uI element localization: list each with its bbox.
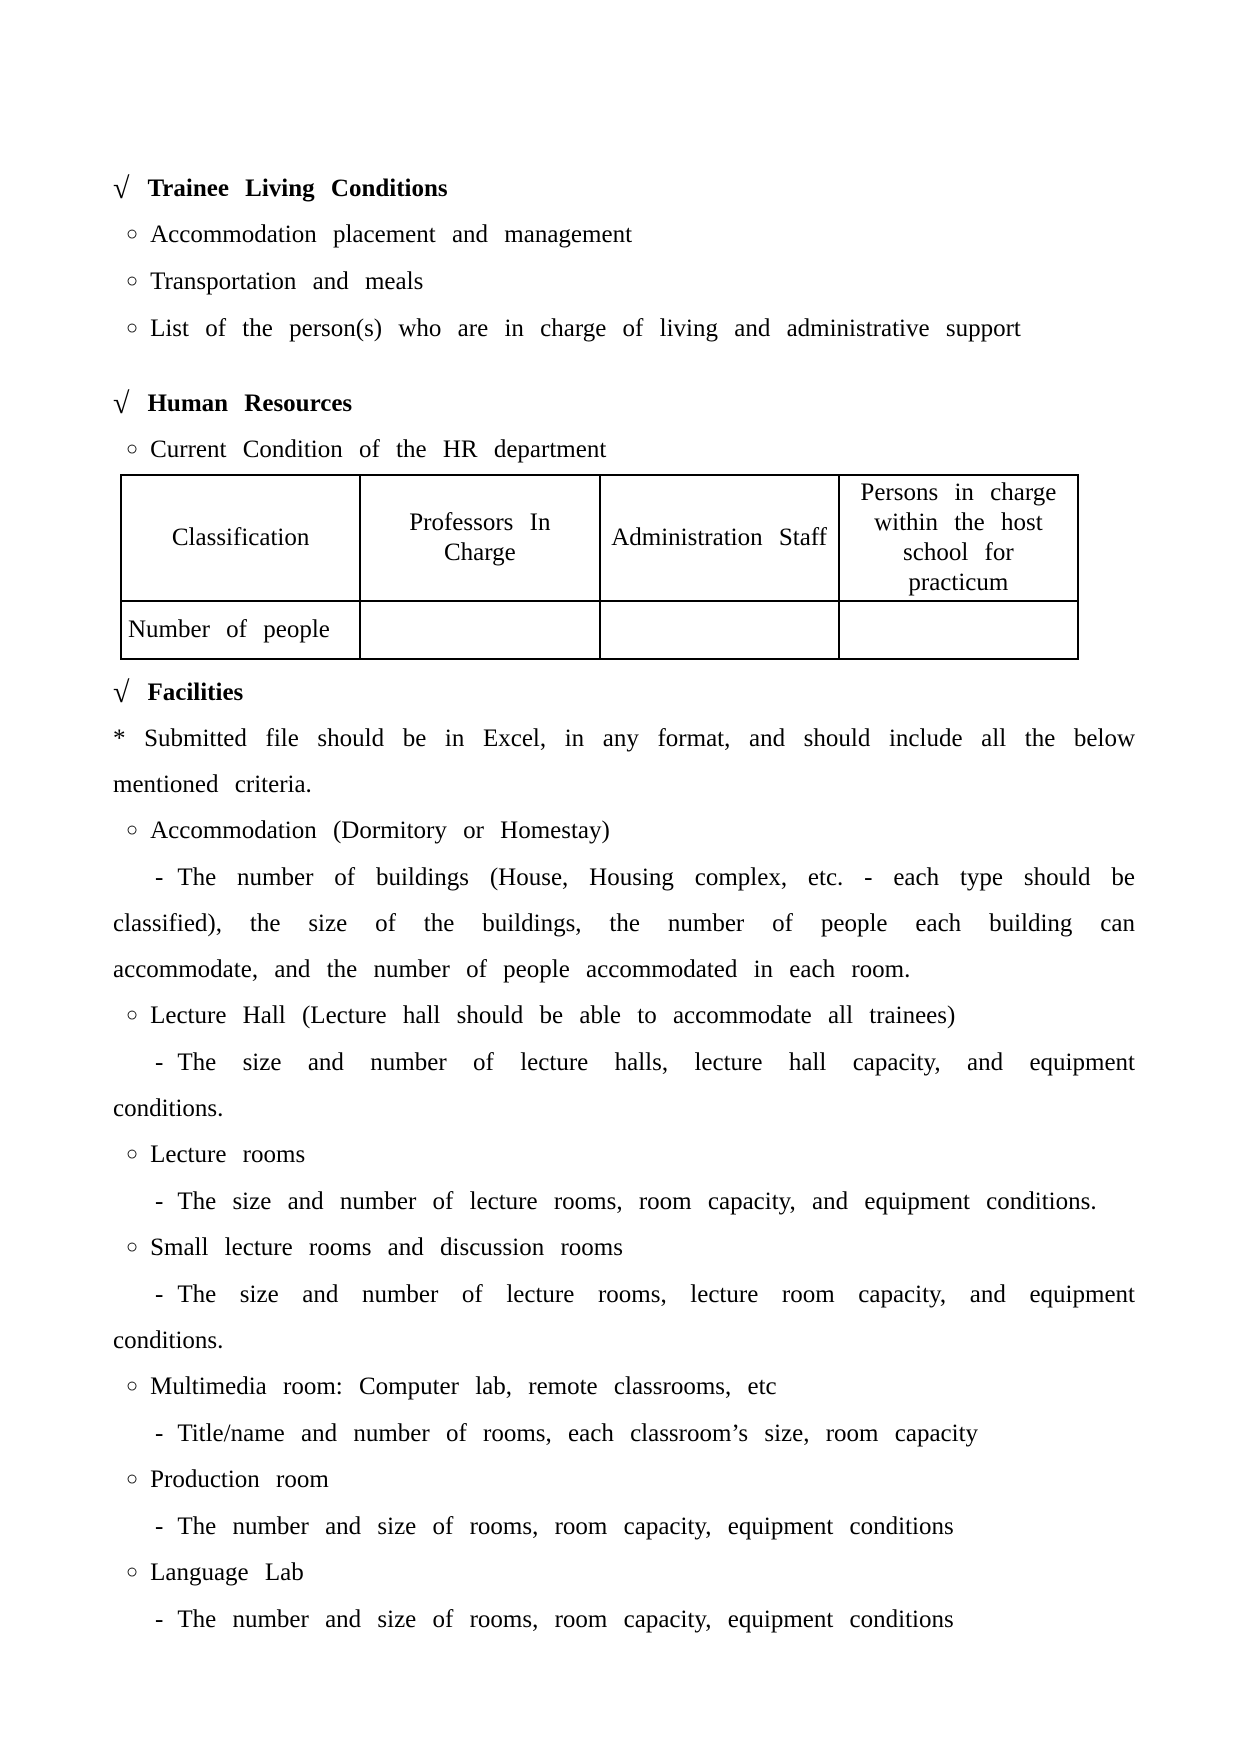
- list-item-text: Lecture Hall (Lecture hall should be able to accommodate all trainees): [150, 1002, 956, 1029]
- hr-table-header-row: [121, 475, 1078, 601]
- list-item: [113, 1364, 1135, 1411]
- circle-bullet-icon: ○: [126, 438, 139, 460]
- circle-bullet-icon: ○: [126, 1143, 139, 1165]
- list-item-text: Accommodation (Dormitory or Homestay): [150, 817, 610, 844]
- dash-bullet-icon: -: [155, 1420, 164, 1447]
- section-trainee-living-conditions: [113, 166, 1135, 353]
- detail-item: [113, 1179, 1135, 1225]
- circle-bullet-icon: ○: [126, 819, 139, 841]
- facilities-heading-label: Facilities: [147, 679, 244, 706]
- list-item-text: Multimedia room: Computer lab, remote classrooms, etc: [150, 1373, 777, 1400]
- trainee-section-heading: [113, 166, 1135, 212]
- dash-bullet-icon: -: [155, 1513, 164, 1540]
- hr-table-header-persons-in-charge: Persons in charge within the host school for practicum: [839, 475, 1078, 601]
- hr-table-header-admin-staff: Administration Staff: [600, 475, 839, 601]
- hr-table: [120, 474, 1079, 660]
- detail-item: [113, 1411, 1135, 1457]
- list-item: [113, 1132, 1135, 1179]
- circle-bullet-icon: ○: [126, 1561, 139, 1583]
- circle-bullet-icon: ○: [126, 270, 139, 292]
- hr-heading-label: Human Resources: [147, 390, 353, 417]
- section-facilities: [113, 670, 1135, 1643]
- detail-item-text: The number and size of rooms, room capacity, equipment conditions: [177, 1513, 954, 1540]
- circle-bullet-icon: ○: [126, 317, 139, 339]
- list-item: [113, 306, 1135, 353]
- list-item-text: Transportation and meals: [150, 268, 424, 295]
- detail-item: [113, 1504, 1135, 1550]
- list-item: [113, 808, 1135, 855]
- detail-item-text: The size and number of lecture rooms, lecture room capacity, and equipment conditions.: [113, 1281, 1135, 1354]
- list-item-text: Current Condition of the HR department: [150, 436, 607, 463]
- list-item: [113, 212, 1135, 259]
- detail-item-text: The number and size of rooms, room capacity, equipment conditions: [177, 1606, 954, 1633]
- detail-item: [113, 1040, 1135, 1132]
- hr-section-heading: [113, 381, 1135, 427]
- check-mark-icon: √: [113, 387, 130, 420]
- hr-table-row-label: Number of people: [121, 601, 360, 659]
- detail-item: [113, 1272, 1135, 1364]
- dash-bullet-icon: -: [155, 864, 164, 891]
- list-item-text: Accommodation placement and management: [150, 221, 633, 248]
- dash-bullet-icon: -: [155, 1281, 164, 1308]
- hr-table-empty-cell: [360, 601, 599, 659]
- check-mark-icon: √: [113, 676, 130, 709]
- detail-item-text: Title/name and number of rooms, each classroom’s size, room capacity: [177, 1420, 979, 1447]
- list-item: [113, 1225, 1135, 1272]
- list-item: [113, 1550, 1135, 1597]
- circle-bullet-icon: ○: [126, 1375, 139, 1397]
- detail-item: [113, 1597, 1135, 1643]
- check-mark-icon: √: [113, 172, 130, 205]
- hr-table-empty-cell: [600, 601, 839, 659]
- facilities-section-heading: [113, 670, 1135, 716]
- detail-item-text: The number of buildings (House, Housing complex, etc. - each type should be classified), the size of the buildings, the number of people each building can accommodate, and the number of people accommodated in each room.: [113, 864, 1135, 983]
- list-item: [113, 427, 1135, 474]
- hr-table-data-row: [121, 601, 1078, 659]
- hr-table-header-classification: Classification: [121, 475, 360, 601]
- list-item-text: Lecture rooms: [150, 1141, 306, 1168]
- dash-bullet-icon: -: [155, 1606, 164, 1633]
- detail-item: [113, 855, 1135, 993]
- circle-bullet-icon: ○: [126, 1236, 139, 1258]
- list-item-text: Production room: [150, 1466, 329, 1493]
- detail-item-text: The size and number of lecture rooms, room capacity, and equipment conditions.: [177, 1188, 1097, 1215]
- list-item: [113, 1457, 1135, 1504]
- circle-bullet-icon: ○: [126, 1468, 139, 1490]
- circle-bullet-icon: ○: [126, 223, 139, 245]
- hr-table-empty-cell: [839, 601, 1078, 659]
- list-item-text: Small lecture rooms and discussion rooms: [150, 1234, 623, 1261]
- dash-bullet-icon: -: [155, 1188, 164, 1215]
- trainee-heading-label: Trainee Living Conditions: [147, 175, 448, 202]
- section-human-resources: [113, 381, 1135, 660]
- facilities-note: * Submitted file should be in Excel, in any format, and should include all the below mentioned criteria.: [113, 725, 1135, 798]
- detail-item-text: The size and number of lecture halls, lecture hall capacity, and equipment conditions.: [113, 1049, 1135, 1122]
- circle-bullet-icon: ○: [126, 1004, 139, 1026]
- hr-table-header-professors: Professors In Charge: [360, 475, 599, 601]
- list-item-text: Language Lab: [150, 1559, 304, 1586]
- dash-bullet-icon: -: [155, 1049, 164, 1076]
- list-item: [113, 993, 1135, 1040]
- list-item-text: List of the person(s) who are in charge of living and administrative support: [150, 315, 1021, 342]
- list-item: [113, 259, 1135, 306]
